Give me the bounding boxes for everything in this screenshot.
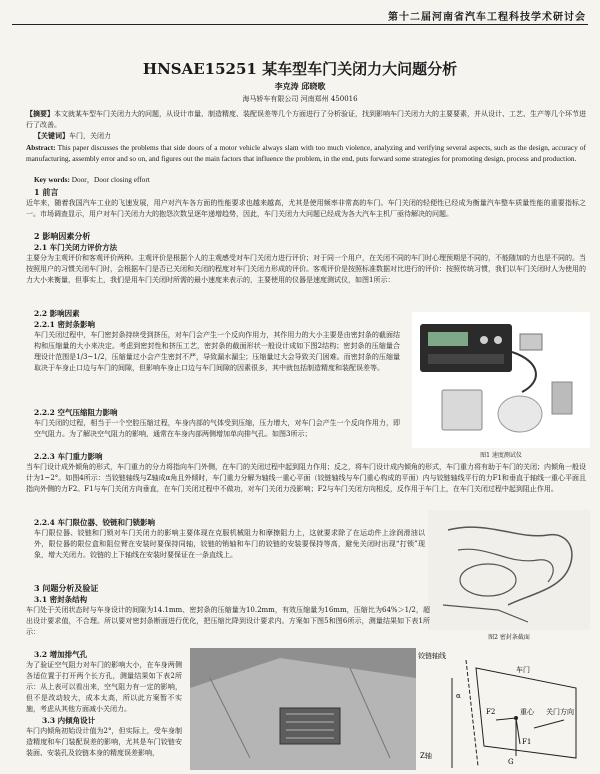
f1-arrow <box>516 718 520 744</box>
label-f1: F1 <box>522 738 532 746</box>
abstract-cn-text: 本文就某车型车门关闭力大的问题，从设计市量、制造精度、装配误差等几个方面进行了分析验证，找到影响车门关闭力大的主要要素，并从设计、工艺、生产等几个环节进行了改善。 <box>26 110 586 129</box>
vent-hole-photo <box>190 648 416 770</box>
figure-2-drawing <box>428 510 590 630</box>
paper-authors: 李克涛 邱晓歌 <box>274 81 326 91</box>
keywords-en-text: Door，Door closing effort <box>71 175 150 184</box>
section-2-2-3-title: 2.2.3 车门重力影响 <box>34 452 103 461</box>
seal-base <box>443 605 528 622</box>
label-z-axis: Z轴 <box>420 752 432 760</box>
section-2-2-title: 2.2 影响因素 <box>34 309 80 318</box>
abstract-en-label: Abstract: <box>26 143 56 152</box>
tester-accessory <box>552 382 572 414</box>
figure-1-photo <box>412 312 590 448</box>
section-3-2-title: 3.2 增加排气孔 <box>34 650 88 659</box>
section-3-3-body: 车门内倾角初始设计值为2°，但实际上，受车身制造精度和车门装配误差的影响，尤其是车门铰链安装面、安装孔及铰链本身的精度误差影响， <box>26 727 182 757</box>
close-direction-arrow <box>534 720 564 728</box>
label-g: G <box>508 758 514 766</box>
section-3-title: 3 问题分析及验证 <box>34 583 99 593</box>
paper-title: HNSAE15251 某车型车门关闭力大问题分析 <box>142 60 458 78</box>
running-head: 第十二届河南省汽车工程科技学术研讨会 <box>388 12 586 23</box>
figure-3-photo <box>190 648 416 770</box>
keywords-cn-label: 【关键词】 <box>34 131 69 140</box>
tester-cable <box>512 352 536 392</box>
tester-probe <box>498 396 542 432</box>
label-center: 重心 <box>520 708 534 716</box>
label-hinge-axis: 铰链轴线 <box>418 652 446 660</box>
hinge-axis-line <box>466 660 478 766</box>
label-alpha: α <box>456 692 461 700</box>
section-2-2-4-body: 车门限位器、铰链和门锁对车门关闭力的影响主要体现在克服机械阻力和摩擦阻力上，这就要求除了在运动件上涂润滑油以外，限位器的限位盒和阻位臂在安装时要保持同轴，铰链的销轴和车门的铰链的安装要保持等高，避免关闭时出现“打锁”现象，增大关闭力。铰链的上下轴线在安装时要保证在一条直线上。 <box>34 529 425 559</box>
figure-1-caption: 图1 速度测试仪 <box>480 452 522 459</box>
section-2-2-4-title: 2.2.4 车门限位器、铰链和门锁影响 <box>34 518 155 527</box>
door-gravity-diagram <box>416 648 592 770</box>
section-1-body: 近年来，随着我国汽车工业的飞速发展，用户对汽车各方面的性能要求也越来越高，尤其是使用频率非常高的车门。车门关闭的轻便性已经成为衡量汽车整车质量性能的重要指标之一。市场调查显示，用户对车门关闭力大的抱怨次数呈逐年递增趋势，因此，车门关闭力大问题已经成为各大汽车主机厂亟待解决的问题。 <box>26 199 586 218</box>
section-3-3-title: 3.3 内倾角设计 <box>42 716 96 725</box>
section-2-title: 2 影响因素分析 <box>34 231 91 241</box>
seal-section-illustration <box>428 510 590 630</box>
section-2-2-1-body: 车门关闭过程中，车门密封条持续受到挤压，对车门会产生一个反向作用力，其作用力的大小主要是由密封条的截面结构和压缩量的大小来决定。考虑到密封性和挤压工艺，密封条的截面形状一般设计成如下图2结构；密封条的压缩量合理设计范围是1/3~1/2，压缩量过小会产生密封不严，导致漏水漏尘；压缩量过大会导致关门困难。而密封条的压缩量取决于车身止口边与车门的间隙，但影响车身止口边与车门间隙的因素很多，其中就包括制造精度和装配误差等。 <box>34 331 400 372</box>
tester-device-body <box>420 324 512 372</box>
abstract-cn-label: 【摘要】 <box>26 109 54 118</box>
section-2-2-3-body: 当车门设计成外倾角的形式，车门重力的分力将指向车门外侧，在车门的关闭过程中起到阻力作用；反之，将车门设计成内倾角的形式，车门重力将有助于车门的关闭；内倾角一般设计为1~2°。如图4所示：当铰链轴线与Z轴成α角且外倾时，车门重力分解为轴线一重心平面（铰链轴线与车门重心构成的平面）内与铰链轴线平行的力F1和垂直于轴线一重心平面且指向外侧的力F2。F1与车门关闭方向垂直，在车门关闭过程中不做功，对车门关闭力没影响；F2与车门关闭方向相反，反作用于车门上，在车门关闭过程中起到阻止作用。 <box>26 463 586 493</box>
section-1-title: 1 前言 <box>34 187 59 197</box>
keywords-en-label: Key words: <box>34 175 70 184</box>
tester-sensor-block <box>442 390 482 430</box>
section-3-2-body: 为了验证空气阻力对车门的影响大小，在车身两侧各适位置于打开两个长方孔，测量结果如下表2所示：从上表可以看出来，空气阻力有一定的影响，但不是改动较大，成本太高，所以此方案暂不实施，考虑从其他方面减小关闭力。 <box>26 661 182 713</box>
label-f2: F2 <box>486 708 496 716</box>
section-2-2-1-title: 2.2.1 密封条影响 <box>34 320 95 329</box>
figure-4-diagram <box>416 648 592 770</box>
tester-display <box>428 332 468 346</box>
section-2-2-2-body: 车门关闭的过程，相当于一个空腔压缩过程，车身内部的气体受到压缩，压力增大，对车门会产生一个反向作用力，即空气阻力。为了解决空气阻力的影响，通常在车身内部两侧增加单向排气孔。如图3所示； <box>34 419 400 438</box>
section-2-1-title: 2.1 车门关闭力评价方法 <box>34 243 118 252</box>
section-2-2-2-title: 2.2.2 空气压缩阻力影响 <box>34 408 118 417</box>
tester-knob <box>494 336 502 344</box>
tester-sensor <box>520 334 542 350</box>
header-rule <box>12 24 588 25</box>
section-2-1-body: 主要分为主观评价和客观评价两种。主观评价是根据个人的主观感受对车门关闭力进行评价；对于同一个用户，在关闭不同的车门时心理预期是不同的，不能随加的力也是不同的。当按照用户的习惯关闭车门时，会根据车门是否已关闭和关闭的程度对车门关闭力形成的评价。客观评价是按照标准数据对比进行的评价：按照传统习惯，我们以车门关闭时人为使用的力大小来衡量，但事实上，我们是用车门关闭时所需的最小速度来表示的，主要使用的仪器是速度测试仪，如图1所示： <box>26 254 586 284</box>
f2-arrow <box>496 718 516 720</box>
abstract-en-text: This paper discusses the problems that side doors of a motor vehicle always slam with too much violence, analyzing and verifying several aspects, such as the design, accuracy of manufacturing, assembly error and so on, and figures out the main factors that influence the problem, in the end, puts forward some strategies for promoting design, process and production. <box>26 143 587 163</box>
seal-outline <box>458 549 553 582</box>
label-close-direction: 关门方向 <box>546 708 574 716</box>
speed-tester-illustration <box>412 312 590 448</box>
abstract-cn <box>26 108 586 131</box>
label-door: 车门 <box>516 666 530 674</box>
section-3-1-body: 车门处于关闭状态时与车身设计的间隙为14.1mm、密封条的压缩量为10.2mm，有效压缩量为16mm，压缩比为64%＞1/2，超出设计要求值，不合理。所以要对密封条断面进行优化，把压缩比降到设计要求内。方案如下图5和图6所示，测量结果如下表1所示： <box>26 606 430 636</box>
keywords-cn <box>34 130 586 142</box>
keywords-en <box>34 175 586 186</box>
abstract-en <box>26 143 586 164</box>
tester-panel <box>428 354 504 364</box>
keywords-cn-text: 车门，关闭力 <box>69 132 111 140</box>
section-3-1-title: 3.1 密封条结构 <box>34 595 88 604</box>
figure-2-caption: 图2 密封条截面 <box>488 634 530 641</box>
paper-affiliation: 海马轿车有限公司 河南郑州 450016 <box>242 95 358 103</box>
tester-knob <box>480 336 488 344</box>
